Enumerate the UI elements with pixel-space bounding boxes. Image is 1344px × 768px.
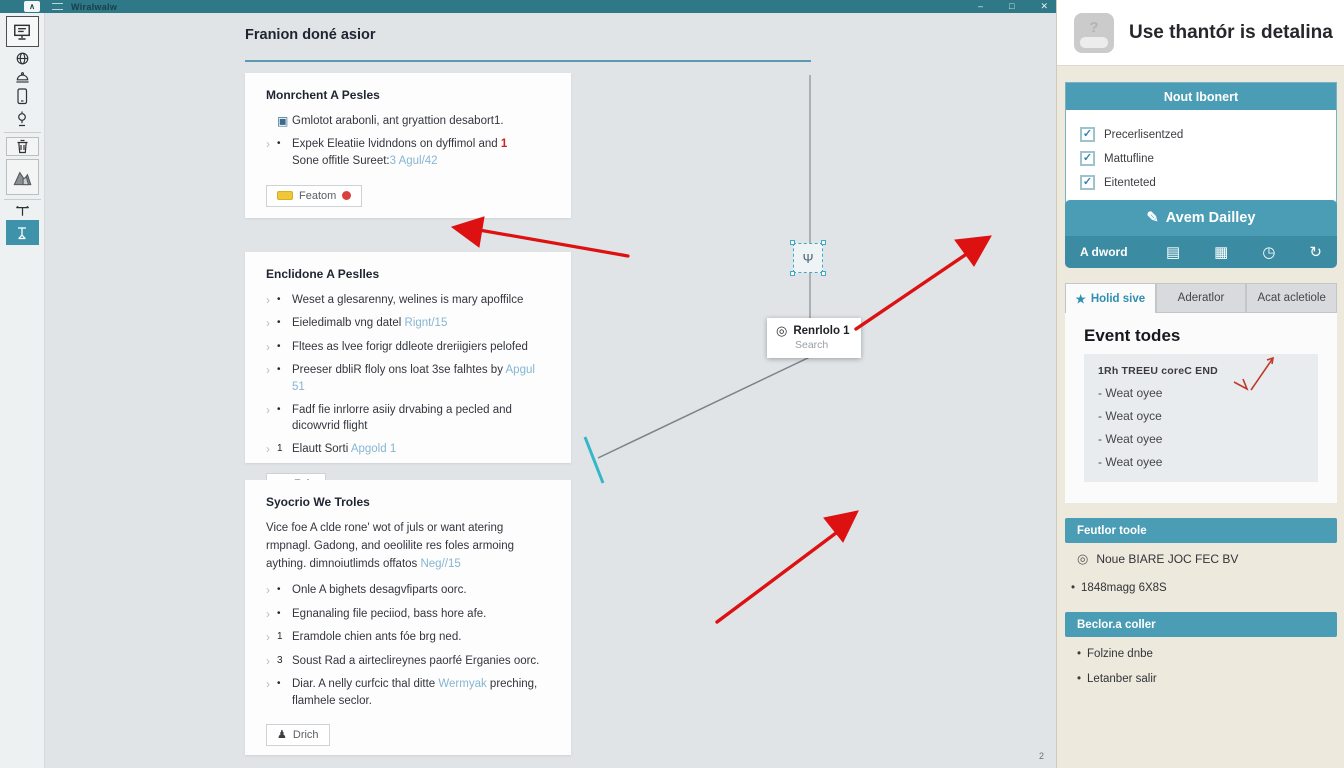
tool-tablet-button[interactable] <box>6 87 39 107</box>
chevron-icon: › <box>266 137 270 152</box>
notifications-header: Nout Ibonert <box>1066 83 1336 110</box>
bullet-label: Folzine dnbe <box>1087 648 1153 660</box>
chevron-icon: › <box>266 441 270 456</box>
clock-icon[interactable]: ◷ <box>1262 244 1276 261</box>
tool-pointer-button[interactable] <box>6 204 39 217</box>
list-item <box>266 136 550 169</box>
panel-header <box>1057 0 1344 66</box>
maximize-button[interactable]: □ <box>1009 1 1015 11</box>
window-title: Wiralwalw <box>71 1 118 12</box>
chevron-icon: › <box>266 583 270 598</box>
app-logo-icon <box>24 1 40 12</box>
feutlor-item-label: Noue BIARE JOC FEC BV <box>1096 552 1239 566</box>
item-text <box>292 441 550 458</box>
item-line2 <box>292 153 550 170</box>
tab-aderatlor[interactable] <box>1156 283 1247 313</box>
titlebar <box>0 0 1056 13</box>
item-text: Onle A bighets desagvfiparts oorc. <box>292 584 467 597</box>
chevron-icon: › <box>266 653 270 668</box>
tool-monitor-button[interactable] <box>6 16 39 47</box>
beclor-bullet <box>1077 673 1157 685</box>
checkbox-label: Precerlisentzed <box>1104 128 1184 141</box>
lamp-icon <box>14 110 30 128</box>
notifications-card <box>1065 82 1337 210</box>
pawn-icon: ♟ <box>277 728 287 741</box>
item-text <box>292 676 550 709</box>
flow-node-icon <box>14 225 30 241</box>
mountain-icon <box>11 165 33 189</box>
item-link[interactable]: Wermyak <box>438 678 487 690</box>
tool-lamp-button[interactable] <box>6 110 39 128</box>
item-text-part: Eieledimalb vng datel <box>292 317 405 330</box>
event-item: - Weat oyee <box>1098 386 1163 400</box>
bullet-icon: • <box>277 340 281 352</box>
panel-tabs <box>1065 283 1337 313</box>
feutlor-bullet <box>1071 582 1167 594</box>
pointer-tool-icon <box>14 204 31 217</box>
red-arrow-lower-tail <box>717 530 840 622</box>
item-text-part: Preeser dbliR floly ons loat 3se falhtes by <box>292 364 506 377</box>
event-todes-section <box>1065 313 1337 503</box>
button-label: Drich <box>292 729 319 742</box>
checkbox-row[interactable] <box>1080 127 1322 142</box>
target-icon: ◎ <box>776 323 788 338</box>
resize-handle[interactable] <box>790 271 795 276</box>
right-panel <box>1056 0 1344 768</box>
tab-label: Aderatlor <box>1177 292 1225 304</box>
list-item <box>266 441 550 458</box>
item-text-part: preching, flamhele seclor. <box>292 678 538 707</box>
item-text-part: Sone offitle Sureet: <box>292 155 390 168</box>
item-text <box>292 362 550 395</box>
bullet-label: 1848magg 6X8S <box>1081 582 1167 594</box>
list-item <box>266 606 550 623</box>
flow-node-selected[interactable] <box>793 243 823 273</box>
list-item <box>266 676 550 709</box>
checkbox-bullet-icon: ▣ <box>277 114 289 128</box>
bullet-icon: • <box>1077 648 1082 660</box>
bullet-icon: • <box>277 138 281 150</box>
person-node-icon: Ψ <box>802 250 814 266</box>
event-list-box <box>1084 354 1318 482</box>
avem-dailley-card <box>1065 200 1337 268</box>
document-icon[interactable]: ▤ <box>1166 244 1181 261</box>
chevron-icon <box>266 113 277 130</box>
tool-dome-button[interactable] <box>6 70 39 84</box>
red-arrow-upper-head <box>955 236 991 266</box>
bullet-icon: • <box>1077 673 1082 685</box>
list-item <box>266 315 550 332</box>
bullet-icon: • <box>277 607 281 619</box>
chevron-icon: › <box>266 363 270 378</box>
item-text-part: Diar. A nelly curfcic thal ditte <box>292 678 439 690</box>
beclor-coller-header: Beclor.a coller <box>1065 612 1337 637</box>
tool-globe-button[interactable] <box>6 50 39 67</box>
event-item: - Weat oyce <box>1098 409 1162 423</box>
card-monrchent <box>245 73 571 218</box>
item-text <box>292 136 550 169</box>
card-title: Monrchent A Pesles <box>266 88 380 102</box>
checkbox-label: Eitenteted <box>1104 176 1156 189</box>
heading-underline <box>245 60 811 62</box>
item-text-part: Expek Eleatiie lvidndons on dyffimol and <box>292 138 501 151</box>
paragraph-text: Vice foe A clde rone' wot of juls or want atering rmpnagl. Gadong, and oeolilite res foles armoing aything. dimnoiutlimds offatos <box>266 522 515 570</box>
question-mark-glyph: ? <box>1089 18 1099 36</box>
bullet-icon: • <box>277 294 281 305</box>
bullet-icon: • <box>1071 582 1076 594</box>
list-item <box>266 653 550 670</box>
node-tooltip[interactable] <box>767 318 861 358</box>
item-text: Eramdole chien ants fóe brg ned. <box>292 631 462 644</box>
featom-button[interactable] <box>266 185 362 207</box>
tab-label: Acat acletiole <box>1257 292 1326 304</box>
bullet-icon: • <box>277 317 281 329</box>
tab-acat-acletiole[interactable] <box>1246 283 1337 313</box>
tool-trash-button[interactable] <box>6 137 39 156</box>
close-button[interactable]: ✕ <box>1040 1 1048 11</box>
chevron-icon: › <box>266 339 270 354</box>
bullet-icon: • <box>277 678 281 689</box>
item-text-part: Elautt Sorti <box>292 442 351 455</box>
resize-handle[interactable] <box>821 240 826 245</box>
red-arrow-left-head <box>452 217 484 247</box>
card-title: Syocrio We Troles <box>266 495 370 509</box>
tooltip-title: Renrlolo 1 <box>793 325 850 337</box>
tab-label: Holid sive <box>1090 292 1146 305</box>
feutlor-item[interactable] <box>1077 551 1238 567</box>
list-item <box>266 362 550 395</box>
event-box-header: 1Rh TREEU coreC END <box>1098 365 1218 377</box>
item-text: Soust Rad a airteclireynes paorfé Erganies oorc. <box>292 654 540 667</box>
chevron-icon: › <box>266 606 270 621</box>
resize-handle[interactable] <box>821 271 826 276</box>
dome-icon <box>14 70 31 84</box>
tooltip-subtitle: Search <box>795 339 829 351</box>
sidebar-divider <box>4 132 41 133</box>
item-text: Egnanaling file peciiod, bass hore afe. <box>292 607 487 620</box>
card-paragraph <box>266 520 550 573</box>
item-link[interactable]: Rignt/15 <box>404 317 448 330</box>
item-text: Fadf fie inrlorre asiiy drvabing a pecled and dicowvrid flight <box>292 403 512 433</box>
tab-holid-sive[interactable] <box>1065 283 1156 313</box>
bullet-icon: • <box>277 403 281 415</box>
item-text: Fltees as lvee forigr ddleote dreriigiers pelofed <box>292 340 528 353</box>
item-link[interactable]: Apgold 1 <box>350 442 397 455</box>
item-text <box>292 315 550 332</box>
beclor-bullet <box>1077 648 1153 660</box>
card-syocrio <box>245 480 571 755</box>
item-link[interactable]: Apgul 51 <box>292 364 535 393</box>
list-item <box>266 629 550 646</box>
event-item: - Weat oyee <box>1098 432 1163 446</box>
list-item <box>266 582 550 599</box>
number-marker: 3 <box>277 654 283 666</box>
feutlor-toole-header: Feutlor toole <box>1065 518 1337 543</box>
red-dot-icon <box>342 191 351 200</box>
panel-title: Use thantór is detalina <box>1129 21 1333 43</box>
card-enclidone <box>245 252 571 463</box>
refresh-icon[interactable]: ↻ <box>1309 244 1322 261</box>
bullet-icon: • <box>277 584 281 596</box>
avem-toolbar <box>1065 236 1337 268</box>
pencil-icon: ✎ <box>1146 210 1159 226</box>
diagram-canvas[interactable] <box>45 13 1056 768</box>
checkbox-label: Mattufline <box>1104 152 1154 165</box>
item-link[interactable]: 3 Agul/42 <box>389 155 438 168</box>
drich-button[interactable] <box>266 724 330 746</box>
chevron-icon: › <box>266 677 270 691</box>
button-label: Featom <box>299 189 337 202</box>
trash-icon <box>15 138 30 155</box>
monitor-icon <box>11 22 33 42</box>
tablet-icon <box>14 87 30 107</box>
avem-label: A dword <box>1080 245 1128 259</box>
image-icon[interactable]: ▦ <box>1214 244 1229 261</box>
item-text: Weset a glesarenny, welines is mary apoffilce <box>292 294 524 306</box>
checkbox-row[interactable] <box>1080 151 1322 166</box>
checkbox-row[interactable] <box>1080 175 1322 190</box>
chevron-icon: › <box>266 293 270 307</box>
item-text: Gmlotot arabonli, ant gryattion desabort1. <box>292 115 504 127</box>
number-marker: 1 <box>277 631 283 643</box>
events-heading: Event todes <box>1084 326 1181 345</box>
red-count: 1 <box>500 138 508 151</box>
red-arrow-upper-tail <box>856 251 971 329</box>
bullet-icon: • <box>277 364 281 376</box>
sidebar-divider <box>4 199 41 200</box>
app-logo-glyph: ∧ <box>29 1 35 11</box>
tool-mountain-button[interactable] <box>6 159 39 195</box>
tool-flow-node-button[interactable] <box>6 220 39 245</box>
tool-sidebar <box>0 13 45 768</box>
event-item: - Weat oyee <box>1098 455 1163 469</box>
chevron-icon: › <box>266 316 270 331</box>
list-item <box>266 292 550 309</box>
globe-icon <box>14 50 31 67</box>
bullet-label: Letanber salir <box>1087 673 1157 685</box>
small-red-annotation <box>1081 354 1318 414</box>
checkbox-checked-icon[interactable]: ✓ <box>1080 127 1095 142</box>
chevron-icon: › <box>266 630 270 645</box>
star-icon: ★ <box>1075 293 1086 306</box>
chevron-icon: › <box>266 402 270 417</box>
list-item <box>266 339 550 356</box>
paragraph-link[interactable]: Neg//15 <box>420 557 461 570</box>
menu-icon[interactable] <box>52 3 63 10</box>
canvas-heading: Franion doné asior <box>245 27 376 43</box>
minimize-button[interactable]: – <box>978 1 984 11</box>
resize-handle[interactable] <box>790 240 795 245</box>
number-marker: 1 <box>277 442 283 454</box>
list-item <box>266 113 550 130</box>
checkbox-checked-icon[interactable]: ✓ <box>1080 151 1095 166</box>
circle-target-icon: ◎ <box>1077 551 1089 566</box>
page-indicator: 2 <box>1039 751 1045 761</box>
help-badge-icon <box>1074 13 1114 53</box>
list-item <box>266 402 550 435</box>
avem-title: Avem Dailley <box>1165 210 1256 226</box>
card-title: Enclidone A Peslles <box>266 267 380 281</box>
red-arrow-lower-head <box>824 511 858 542</box>
checkbox-checked-icon[interactable]: ✓ <box>1080 175 1095 190</box>
yellow-tag-icon <box>277 191 293 200</box>
avem-title-bar <box>1065 200 1337 236</box>
